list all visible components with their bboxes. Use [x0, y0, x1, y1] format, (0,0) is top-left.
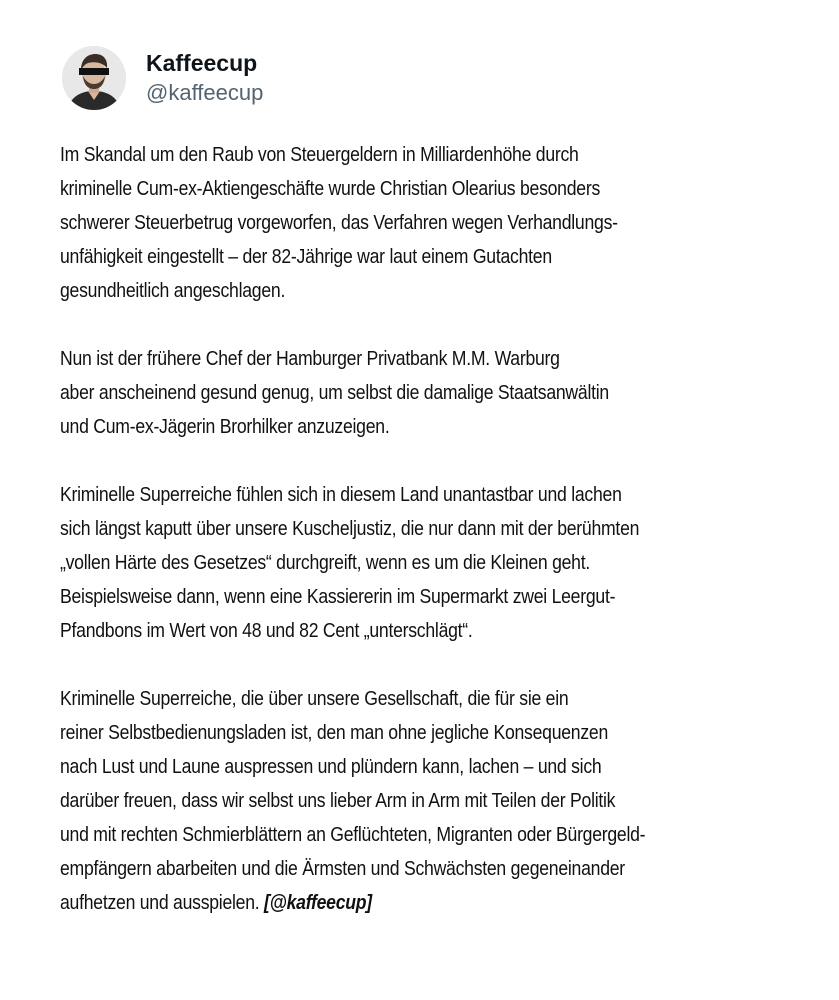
person-avatar-icon [62, 46, 126, 110]
post-line: Nun ist der frühere Chef der Hamburger Privatbank M.M. Warburg [60, 347, 560, 370]
post-line: Pfandbons im Wert von 48 und 82 Cent „unterschlägt“. [60, 619, 473, 642]
post-paragraph [60, 138, 800, 308]
post-line: unfähigkeit eingestellt – der 82-Jährige war laut einem Gutachten [60, 245, 552, 268]
post-line: „vollen Härte des Gesetzes“ durchgreift, wenn es um die Kleinen geht. [60, 551, 591, 574]
post-line: kriminelle Cum-ex-Aktiengeschäfte wurde Christian Olearius besonders [60, 177, 600, 200]
post-line: Beispielsweise dann, wenn eine Kassiererin im Supermarkt zwei Leergut- [60, 585, 616, 608]
author-handle[interactable]: @kaffeecup [146, 80, 264, 105]
avatar[interactable] [62, 46, 126, 110]
post-body [60, 138, 800, 920]
post-line: sich längst kaputt über unsere Kuscheljustiz, die nur dann mit der berühmten [60, 517, 640, 540]
post-line-text: aufhetzen und ausspielen. [60, 891, 260, 914]
post-line: gesundheitlich angeschlagen. [60, 279, 286, 302]
post-line: darüber freuen, dass wir selbst uns lieber Arm in Arm mit Teilen der Politik [60, 789, 616, 812]
post-paragraph [60, 682, 800, 920]
post-line: Im Skandal um den Raub von Steuergeldern in Milliardenhöhe durch [60, 143, 579, 166]
post-line: reiner Selbstbedienungsladen ist, den man ohne jegliche Konsequenzen [60, 721, 609, 744]
post-line: nach Lust und Laune auspressen und plündern kann, lachen – und sich [60, 755, 602, 778]
post-line: aber anscheinend gesund genug, um selbst die damalige Staatsanwältin [60, 381, 609, 404]
post-signature[interactable]: [@kaffeecup] [264, 891, 372, 914]
post-paragraph [60, 342, 800, 444]
post-paragraph [60, 478, 800, 648]
post-line: und Cum-ex-Jägerin Brorhilker anzuzeigen. [60, 415, 390, 438]
post-line: empfängern abarbeiten und die Ärmsten und Schwächsten gegeneinander [60, 857, 625, 880]
post-line: und mit rechten Schmierblättern an Geflüchteten, Migranten oder Bürgergeld- [60, 823, 646, 846]
post-line: schwerer Steuerbetrug vorgeworfen, das Verfahren wegen Verhandlungs- [60, 211, 618, 234]
post-line: Kriminelle Superreiche fühlen sich in diesem Land unantastbar und lachen [60, 483, 622, 506]
post-line-last [60, 886, 696, 920]
post-line: Kriminelle Superreiche, die über unsere Gesellschaft, die für sie ein [60, 687, 569, 710]
post-header [62, 45, 263, 111]
author-display-name[interactable]: Kaffeecup [146, 50, 258, 76]
author-names [146, 48, 263, 108]
